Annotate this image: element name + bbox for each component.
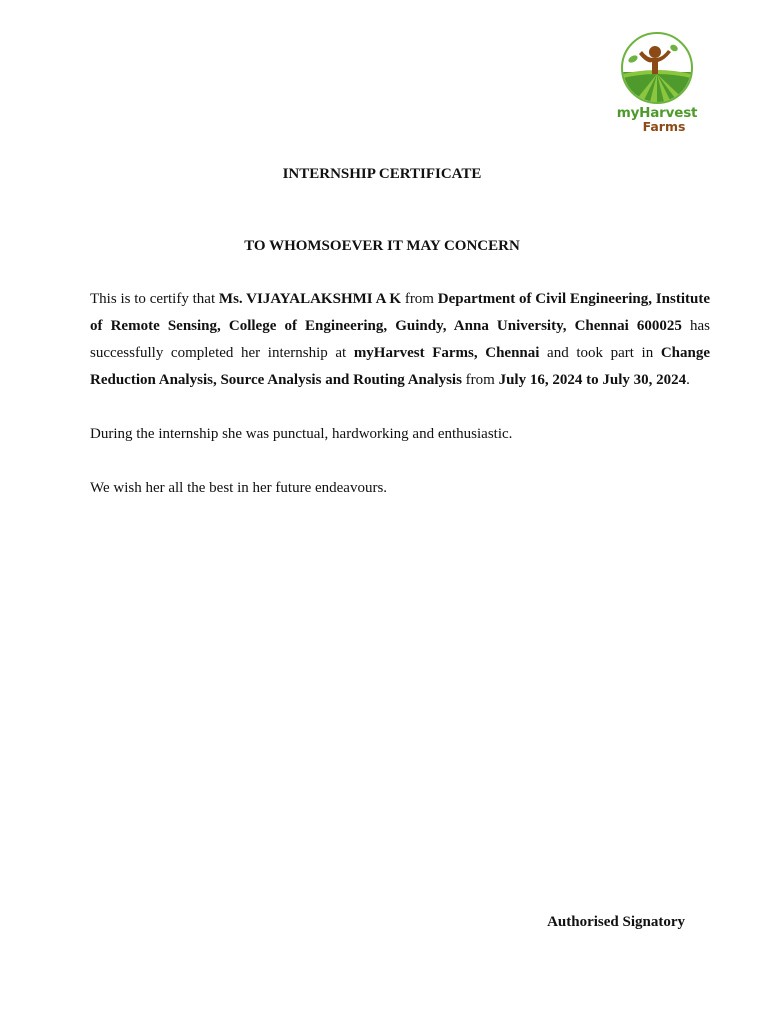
body-text: from [401,291,438,307]
body-text: has successfully completed her internship at [90,318,710,361]
certificate-title: INTERNSHIP CERTIFICATE [282,166,482,182]
internship-dates: July 16, 2024 to July 30, 2024 [498,372,687,388]
logo-sub: Farms [642,119,686,134]
intern-department: Department of Civil Engineering, Institute of Remote Sensing, College of Engineering, Guindy, Anna University, Chennai 600025 [90,291,710,334]
conduct-statement: During the internship she was punctual, hardworking and enthusiastic. [90,426,513,442]
authorised-signatory: Authorised Signatory [547,914,685,930]
body-text: . [686,372,690,388]
company-logo [611,30,703,140]
harvest-logo-icon [611,30,703,106]
project-name: Change Reduction Analysis, Source Analysis and Routing Analysis [90,345,710,388]
body-text: and took part in [539,345,661,361]
certificate-salutation: TO WHOMSOEVER IT MAY CONCERN [244,238,520,254]
body-text: from [461,372,499,388]
body-text: This is to certify that [90,291,219,307]
intern-name: Ms. VIJAYALAKSHMI A K [218,291,402,307]
company-name: myHarvest Farms, Chennai [353,345,540,361]
logo-name: myHarvest [616,105,698,121]
certificate-body [90,286,710,394]
wishes-statement: We wish her all the best in her future endeavours. [90,480,388,496]
